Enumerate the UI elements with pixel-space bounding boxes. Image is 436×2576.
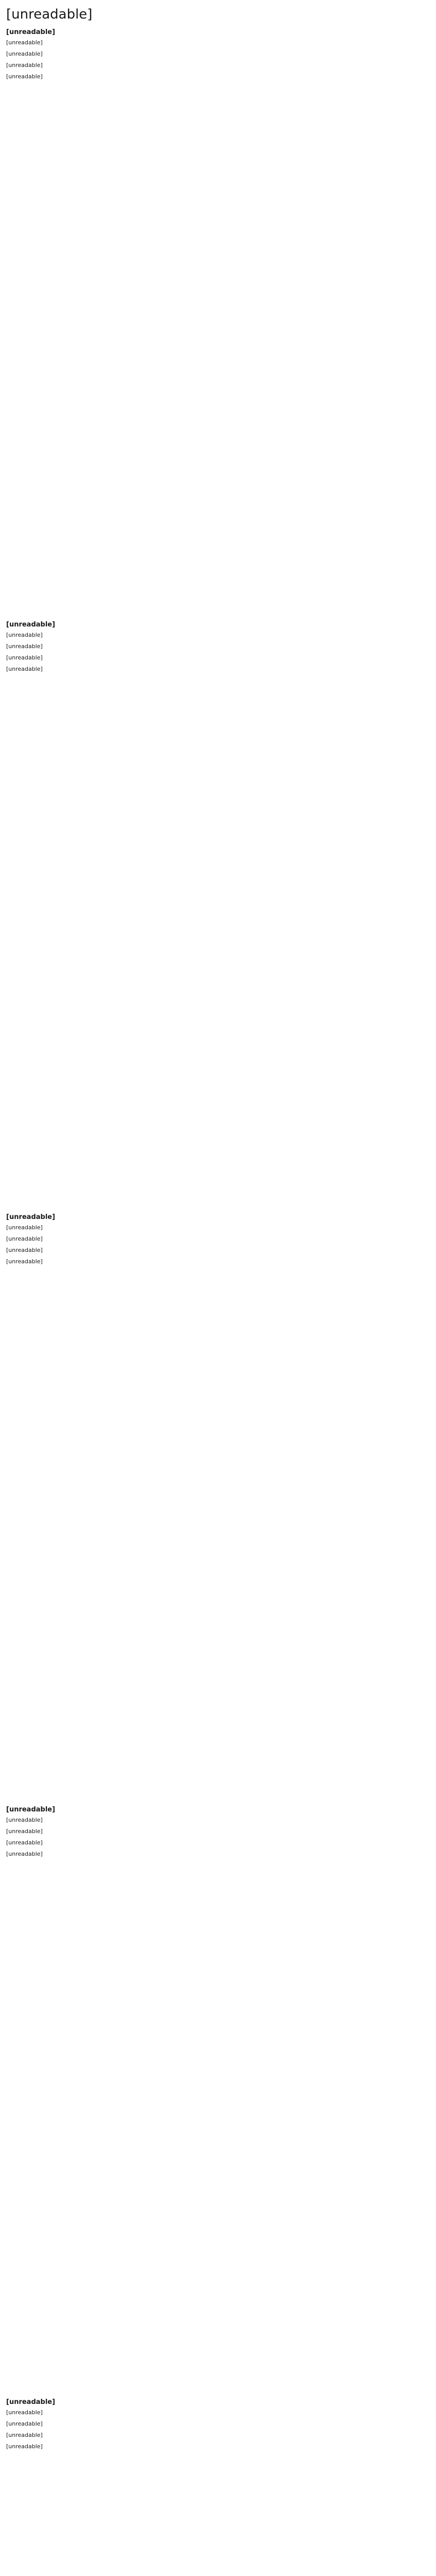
section-heading: [unreadable]	[6, 2398, 56, 2406]
section-heading: [unreadable]	[6, 621, 56, 629]
paragraph: [unreadable]	[6, 1839, 43, 1846]
paragraph: [unreadable]	[6, 1258, 43, 1265]
section	[6, 618, 430, 1211]
section-heading: [unreadable]	[6, 1806, 56, 1814]
paragraph: [unreadable]	[6, 1235, 43, 1242]
paragraph: [unreadable]	[6, 62, 43, 69]
paragraph: [unreadable]	[6, 666, 43, 672]
page-title: [unreadable]	[6, 7, 93, 22]
paragraph: [unreadable]	[6, 2443, 43, 2450]
section	[6, 2396, 430, 2576]
paragraph: [unreadable]	[6, 39, 43, 46]
section-heading: [unreadable]	[6, 28, 56, 36]
paragraph: [unreadable]	[6, 2420, 43, 2427]
paragraph: [unreadable]	[6, 1828, 43, 1835]
paragraph: [unreadable]	[6, 643, 43, 650]
paragraph: [unreadable]	[6, 654, 43, 661]
paragraph: [unreadable]	[6, 2432, 43, 2438]
paragraph: [unreadable]	[6, 1817, 43, 1823]
section-heading: [unreadable]	[6, 1213, 56, 1221]
section	[6, 1803, 430, 2396]
section	[6, 1211, 430, 1803]
paragraph: [unreadable]	[6, 632, 43, 638]
paragraph: [unreadable]	[6, 1247, 43, 1253]
paragraph: [unreadable]	[6, 1224, 43, 1231]
paragraph: [unreadable]	[6, 73, 43, 80]
paragraph: [unreadable]	[6, 2409, 43, 2416]
paragraph: [unreadable]	[6, 50, 43, 57]
section	[6, 26, 430, 618]
paragraph: [unreadable]	[6, 1851, 43, 1857]
